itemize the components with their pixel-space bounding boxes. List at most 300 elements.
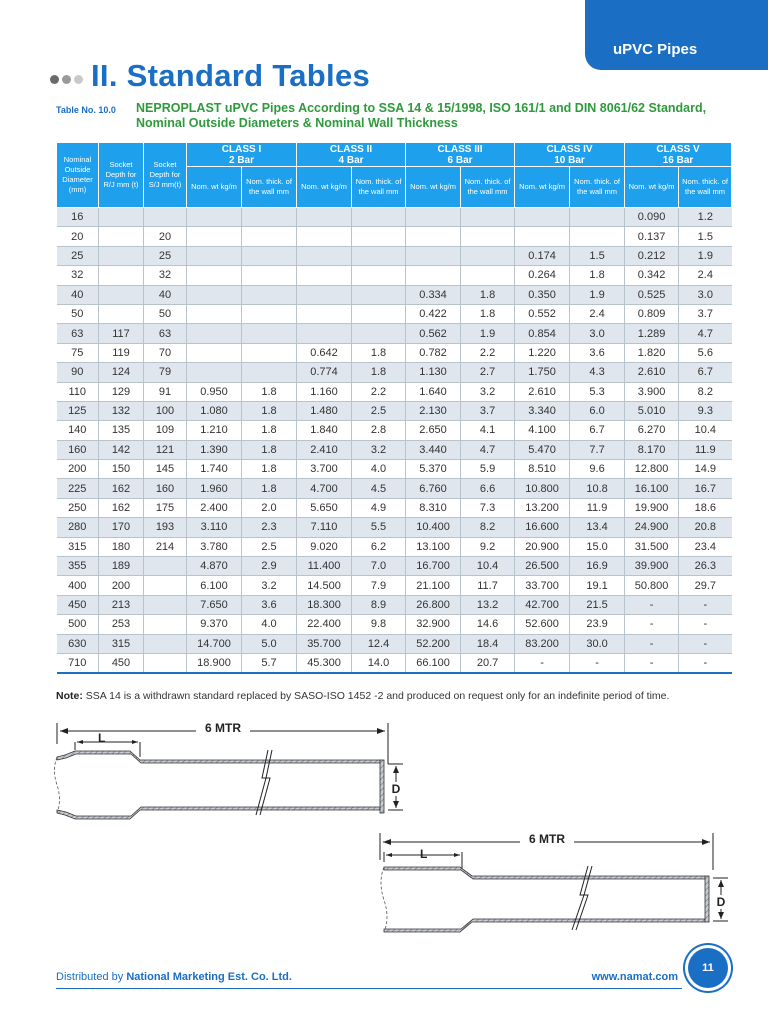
table-row <box>57 615 732 634</box>
table-cell: 1.9 <box>570 285 625 304</box>
table-cell: 18.4 <box>461 634 515 653</box>
table-row <box>57 440 732 459</box>
table-cell: 2.2 <box>352 382 406 401</box>
table-cell: 3.2 <box>461 382 515 401</box>
table-cell: - <box>570 653 625 672</box>
table-cell: 2.400 <box>187 498 242 517</box>
table-cell: 11.9 <box>570 498 625 517</box>
table-cell: 10.4 <box>679 421 732 440</box>
table-cell <box>242 363 297 382</box>
row-diameter-cell: 400 <box>57 576 99 595</box>
table-cell: 16.600 <box>515 518 570 537</box>
table-cell: 7.650 <box>187 595 242 614</box>
table-cell: 23.9 <box>570 615 625 634</box>
table-cell: 14.0 <box>352 653 406 672</box>
row-diameter-cell: 16 <box>57 208 99 227</box>
table-cell: 1.8 <box>461 285 515 304</box>
table-cell: 100 <box>144 401 187 420</box>
table-cell: 5.010 <box>625 401 679 420</box>
table-cell: 18.300 <box>297 595 352 614</box>
table-cell: 1.8 <box>242 421 297 440</box>
table-cell: 30.0 <box>570 634 625 653</box>
table-cell: 2.7 <box>461 363 515 382</box>
col-header-thickness: Nom. thick. of the wall mm <box>679 167 732 208</box>
table-cell: 13.100 <box>406 537 461 556</box>
table-cell: 4.0 <box>352 460 406 479</box>
table-cell <box>352 227 406 246</box>
table-cell: 0.334 <box>406 285 461 304</box>
table-cell <box>406 208 461 227</box>
table-row <box>57 343 732 362</box>
table-cell: 5.650 <box>297 498 352 517</box>
page-number: 11 <box>702 962 714 974</box>
table-row <box>57 246 732 265</box>
table-cell: 26.800 <box>406 595 461 614</box>
table-cell: 170 <box>99 518 144 537</box>
table-cell <box>242 246 297 265</box>
table-cell: 45.300 <box>297 653 352 672</box>
page-number-badge <box>688 948 728 988</box>
col-header-class-1: CLASS I 2 Bar <box>187 143 297 167</box>
table-cell: 135 <box>99 421 144 440</box>
table-cell: 19.900 <box>625 498 679 517</box>
table-row <box>57 634 732 653</box>
table-cell: 21.100 <box>406 576 461 595</box>
table-cell: 0.137 <box>625 227 679 246</box>
col-header-class-5: CLASS V 16 Bar <box>625 143 732 167</box>
table-cell: 50.800 <box>625 576 679 595</box>
row-diameter-cell: 110 <box>57 382 99 401</box>
table-cell: 9.3 <box>679 401 732 420</box>
table-cell: 15.0 <box>570 537 625 556</box>
row-diameter-cell: 225 <box>57 479 99 498</box>
table-cell: 16.7 <box>679 479 732 498</box>
table-cell: 5.5 <box>352 518 406 537</box>
table-cell: 1.960 <box>187 479 242 498</box>
table-cell: 4.870 <box>187 557 242 576</box>
table-cell <box>297 208 352 227</box>
table-cell: 6.7 <box>679 363 732 382</box>
table-cell: 2.130 <box>406 401 461 420</box>
table-cell: 117 <box>99 324 144 343</box>
table-caption <box>56 101 736 131</box>
table-cell: 39.900 <box>625 557 679 576</box>
table-cell: 16.100 <box>625 479 679 498</box>
table-cell: - <box>679 615 732 634</box>
table-cell: 1.8 <box>570 266 625 285</box>
row-diameter-cell: 40 <box>57 285 99 304</box>
table-cell: - <box>679 634 732 653</box>
row-diameter-cell: 315 <box>57 537 99 556</box>
table-cell: 9.020 <box>297 537 352 556</box>
table-caption-line-1: NEPROPLAST uPVC Pipes According to SSA 14 & 15/1998, ISO 161/1 and DIN 8061/62 Standard, <box>136 101 707 115</box>
table-cell: 10.800 <box>515 479 570 498</box>
table-cell: 1.8 <box>242 382 297 401</box>
table-cell: 26.3 <box>679 557 732 576</box>
table-cell: 9.8 <box>352 615 406 634</box>
footer <box>56 971 678 983</box>
table-cell: 253 <box>99 615 144 634</box>
col-header-nominal-diameter: Nominal Outside Diameter (mm) <box>57 143 99 208</box>
table-cell: 2.8 <box>352 421 406 440</box>
table-cell: 0.854 <box>515 324 570 343</box>
table-cell: 1.210 <box>187 421 242 440</box>
table-cell: 4.7 <box>461 440 515 459</box>
col-header-class-3: CLASS III 6 Bar <box>406 143 515 167</box>
row-diameter-cell: 500 <box>57 615 99 634</box>
table-cell <box>99 266 144 285</box>
table-cell <box>406 246 461 265</box>
table-cell: 8.310 <box>406 498 461 517</box>
table-cell: 162 <box>99 498 144 517</box>
table-row <box>57 363 732 382</box>
table-cell: 11.7 <box>461 576 515 595</box>
page-title: II. Standard Tables <box>91 58 371 93</box>
table-cell: 14.700 <box>187 634 242 653</box>
col-header-socket-rj: Socket Depth for R/J mm (t) <box>99 143 144 208</box>
pipe2-length-label: 6 MTR <box>529 832 565 846</box>
table-number: Table No. 10.0 <box>56 105 116 115</box>
pipe1-diameter-label: D <box>391 782 401 796</box>
table-cell: 6.100 <box>187 576 242 595</box>
table-cell: 150 <box>99 460 144 479</box>
footer-website-link[interactable]: www.namat.com <box>591 971 678 983</box>
table-cell: 18.6 <box>679 498 732 517</box>
table-cell <box>352 304 406 323</box>
table-cell: 4.3 <box>570 363 625 382</box>
row-diameter-cell: 630 <box>57 634 99 653</box>
table-cell: 2.5 <box>352 401 406 420</box>
row-diameter-cell: 280 <box>57 518 99 537</box>
table-cell: 50 <box>144 304 187 323</box>
table-cell <box>144 557 187 576</box>
table-cell <box>461 208 515 227</box>
category-tag-label: uPVC Pipes <box>613 41 698 58</box>
table-cell: 4.7 <box>679 324 732 343</box>
row-diameter-cell: 355 <box>57 557 99 576</box>
table-cell: 1.080 <box>187 401 242 420</box>
table-cell: 1.9 <box>679 246 732 265</box>
table-cell: 6.760 <box>406 479 461 498</box>
table-cell <box>406 266 461 285</box>
table-cell <box>187 227 242 246</box>
col-header-thickness: Nom. thick. of the wall mm <box>242 167 297 208</box>
table-cell: 83.200 <box>515 634 570 653</box>
table-row <box>57 557 732 576</box>
table-cell <box>144 595 187 614</box>
table-cell: 8.2 <box>679 382 732 401</box>
table-cell: 35.700 <box>297 634 352 653</box>
standard-pipe-table <box>56 142 732 674</box>
table-cell: 2.5 <box>242 537 297 556</box>
table-cell: 5.0 <box>242 634 297 653</box>
table-cell: 20 <box>144 227 187 246</box>
table-cell: 3.0 <box>570 324 625 343</box>
table-cell <box>242 285 297 304</box>
table-cell: 3.340 <box>515 401 570 420</box>
table-cell: 193 <box>144 518 187 537</box>
table-cell: 29.7 <box>679 576 732 595</box>
table-cell <box>352 266 406 285</box>
table-cell: 12.4 <box>352 634 406 653</box>
table-row <box>57 537 732 556</box>
table-cell: 7.3 <box>461 498 515 517</box>
table-cell: 9.2 <box>461 537 515 556</box>
table-cell: 13.4 <box>570 518 625 537</box>
table-cell: 1.480 <box>297 401 352 420</box>
table-cell: 3.900 <box>625 382 679 401</box>
table-row <box>57 518 732 537</box>
table-cell: 1.8 <box>242 440 297 459</box>
table-cell: 7.0 <box>352 557 406 576</box>
table-cell <box>187 208 242 227</box>
table-cell: 6.2 <box>352 537 406 556</box>
col-header-weight: Nom. wt kg/m <box>625 167 679 208</box>
table-row <box>57 498 732 517</box>
table-cell: 19.1 <box>570 576 625 595</box>
table-cell: 5.7 <box>242 653 297 672</box>
table-cell: 1.8 <box>242 401 297 420</box>
table-cell: 32.900 <box>406 615 461 634</box>
table-cell: 145 <box>144 460 187 479</box>
row-diameter-cell: 140 <box>57 421 99 440</box>
table-cell <box>352 208 406 227</box>
table-row <box>57 460 732 479</box>
table-cell: 7.110 <box>297 518 352 537</box>
col-header-weight: Nom. wt kg/m <box>406 167 461 208</box>
table-cell <box>144 615 187 634</box>
table-caption-line-2: Nominal Outside Diameters & Nominal Wall Thickness <box>136 116 458 130</box>
table-cell: - <box>515 653 570 672</box>
footer-distributor: Distributed by National Marketing Est. Co. Ltd. <box>56 971 292 983</box>
table-cell: 2.4 <box>570 304 625 323</box>
table-row <box>57 576 732 595</box>
table-cell: 3.780 <box>187 537 242 556</box>
category-tag <box>585 0 768 70</box>
table-cell <box>242 208 297 227</box>
pipe1-length-label: 6 MTR <box>205 721 241 735</box>
bullet-dots-icon <box>50 75 83 84</box>
table-cell <box>515 227 570 246</box>
table-cell: 3.7 <box>679 304 732 323</box>
table-cell: 2.2 <box>461 343 515 362</box>
table-cell: 5.6 <box>679 343 732 362</box>
pipe1-socket-label: L <box>98 731 106 745</box>
table-cell: 180 <box>99 537 144 556</box>
table-cell <box>187 363 242 382</box>
table-cell: 6.6 <box>461 479 515 498</box>
table-cell: 26.500 <box>515 557 570 576</box>
table-cell <box>242 304 297 323</box>
col-header-class-2: CLASS II 4 Bar <box>297 143 406 167</box>
pipe2-diameter-label: D <box>716 895 726 909</box>
table-cell: 11.9 <box>679 440 732 459</box>
table-cell: 8.170 <box>625 440 679 459</box>
pipe-drawing-1 <box>55 721 404 819</box>
table-cell: 6.270 <box>625 421 679 440</box>
table-cell: 14.9 <box>679 460 732 479</box>
table-cell: 162 <box>99 479 144 498</box>
table-cell <box>406 227 461 246</box>
table-cell: 3.7 <box>461 401 515 420</box>
table-cell: 2.0 <box>242 498 297 517</box>
table-cell: 1.820 <box>625 343 679 362</box>
table-cell: 214 <box>144 537 187 556</box>
table-cell: 25 <box>144 246 187 265</box>
table-cell: 3.2 <box>352 440 406 459</box>
table-cell <box>297 304 352 323</box>
table-cell: 7.9 <box>352 576 406 595</box>
table-row <box>57 304 732 323</box>
table-cell: - <box>625 595 679 614</box>
table-cell <box>570 208 625 227</box>
table-cell: - <box>679 653 732 672</box>
table-cell: 1.8 <box>242 460 297 479</box>
row-diameter-cell: 710 <box>57 653 99 672</box>
table-row <box>57 421 732 440</box>
table-cell <box>461 266 515 285</box>
table-cell <box>297 266 352 285</box>
table-cell: 5.9 <box>461 460 515 479</box>
table-cell <box>99 285 144 304</box>
pipe2-socket-label: L <box>420 847 428 861</box>
table-cell: 52.600 <box>515 615 570 634</box>
row-diameter-cell: 20 <box>57 227 99 246</box>
table-row <box>57 401 732 420</box>
table-cell <box>99 208 144 227</box>
table-cell: 4.0 <box>242 615 297 634</box>
table-row <box>57 227 732 246</box>
table-cell <box>297 227 352 246</box>
table-cell <box>297 246 352 265</box>
table-cell: 42.700 <box>515 595 570 614</box>
table-cell: 3.700 <box>297 460 352 479</box>
col-header-class-4: CLASS IV 10 Bar <box>515 143 625 167</box>
col-header-weight: Nom. wt kg/m <box>187 167 242 208</box>
table-cell <box>242 266 297 285</box>
table-cell: 0.090 <box>625 208 679 227</box>
col-header-thickness: Nom. thick. of the wall mm <box>461 167 515 208</box>
row-diameter-cell: 125 <box>57 401 99 420</box>
table-cell: 20.7 <box>461 653 515 672</box>
table-cell <box>144 653 187 672</box>
table-cell: 1.390 <box>187 440 242 459</box>
table-cell: 109 <box>144 421 187 440</box>
row-diameter-cell: 160 <box>57 440 99 459</box>
table-cell: 0.350 <box>515 285 570 304</box>
table-cell: 160 <box>144 479 187 498</box>
col-header-thickness: Nom. thick. of the wall mm <box>352 167 406 208</box>
table-cell: - <box>625 634 679 653</box>
table-cell: 0.174 <box>515 246 570 265</box>
table-cell <box>99 304 144 323</box>
row-diameter-cell: 63 <box>57 324 99 343</box>
table-cell: 20.900 <box>515 537 570 556</box>
table-cell <box>187 246 242 265</box>
table-cell: 22.400 <box>297 615 352 634</box>
table-cell: 16.700 <box>406 557 461 576</box>
table-cell: 0.264 <box>515 266 570 285</box>
table-cell <box>297 324 352 343</box>
pipe-dimension-drawings <box>0 700 768 950</box>
table-cell: 119 <box>99 343 144 362</box>
table-cell: 21.5 <box>570 595 625 614</box>
table-cell: - <box>625 653 679 672</box>
pipe-drawing-2 <box>380 832 728 932</box>
table-cell: 0.422 <box>406 304 461 323</box>
footer-company: National Marketing Est. Co. Ltd. <box>126 971 292 983</box>
table-cell: 1.5 <box>679 227 732 246</box>
table-cell <box>187 343 242 362</box>
table-cell: 70 <box>144 343 187 362</box>
table-cell <box>99 246 144 265</box>
page-title-row <box>50 58 370 94</box>
row-diameter-cell: 75 <box>57 343 99 362</box>
table-cell: 79 <box>144 363 187 382</box>
table-cell: 3.110 <box>187 518 242 537</box>
table-cell: 6.7 <box>570 421 625 440</box>
table-body <box>57 208 732 673</box>
table-cell: 8.2 <box>461 518 515 537</box>
table-cell: 9.6 <box>570 460 625 479</box>
table-cell: 142 <box>99 440 144 459</box>
table-cell <box>144 634 187 653</box>
table-cell: 40 <box>144 285 187 304</box>
table-cell: 129 <box>99 382 144 401</box>
table-cell: 10.4 <box>461 557 515 576</box>
table-cell: 0.552 <box>515 304 570 323</box>
table-cell: 315 <box>99 634 144 653</box>
table-cell: 1.8 <box>242 479 297 498</box>
table-cell: 1.8 <box>352 363 406 382</box>
table-cell: 213 <box>99 595 144 614</box>
table-cell: 1.5 <box>570 246 625 265</box>
table-cell: 1.289 <box>625 324 679 343</box>
table-cell <box>187 266 242 285</box>
table-cell: 52.200 <box>406 634 461 653</box>
table-cell: 0.212 <box>625 246 679 265</box>
table-cell: 2.610 <box>515 382 570 401</box>
table-cell: 20.8 <box>679 518 732 537</box>
table-cell: 8.510 <box>515 460 570 479</box>
table-cell: 5.370 <box>406 460 461 479</box>
table-cell <box>352 246 406 265</box>
table-cell: 16.9 <box>570 557 625 576</box>
table-cell: 7.7 <box>570 440 625 459</box>
table-cell: 450 <box>99 653 144 672</box>
table-row <box>57 479 732 498</box>
table-cell <box>187 285 242 304</box>
table-cell <box>352 324 406 343</box>
table-cell <box>352 285 406 304</box>
table-cell: 3.2 <box>242 576 297 595</box>
table-cell: 63 <box>144 324 187 343</box>
table-cell: 0.782 <box>406 343 461 362</box>
table-cell: 3.440 <box>406 440 461 459</box>
table-cell: 3.6 <box>242 595 297 614</box>
row-diameter-cell: 25 <box>57 246 99 265</box>
table-cell: 1.740 <box>187 460 242 479</box>
table-cell: 175 <box>144 498 187 517</box>
row-diameter-cell: 250 <box>57 498 99 517</box>
table-cell <box>144 208 187 227</box>
table-cell: - <box>679 595 732 614</box>
table-cell: 189 <box>99 557 144 576</box>
table-cell: 33.700 <box>515 576 570 595</box>
table-cell: 1.2 <box>679 208 732 227</box>
table-cell: 4.5 <box>352 479 406 498</box>
table-cell: 4.100 <box>515 421 570 440</box>
